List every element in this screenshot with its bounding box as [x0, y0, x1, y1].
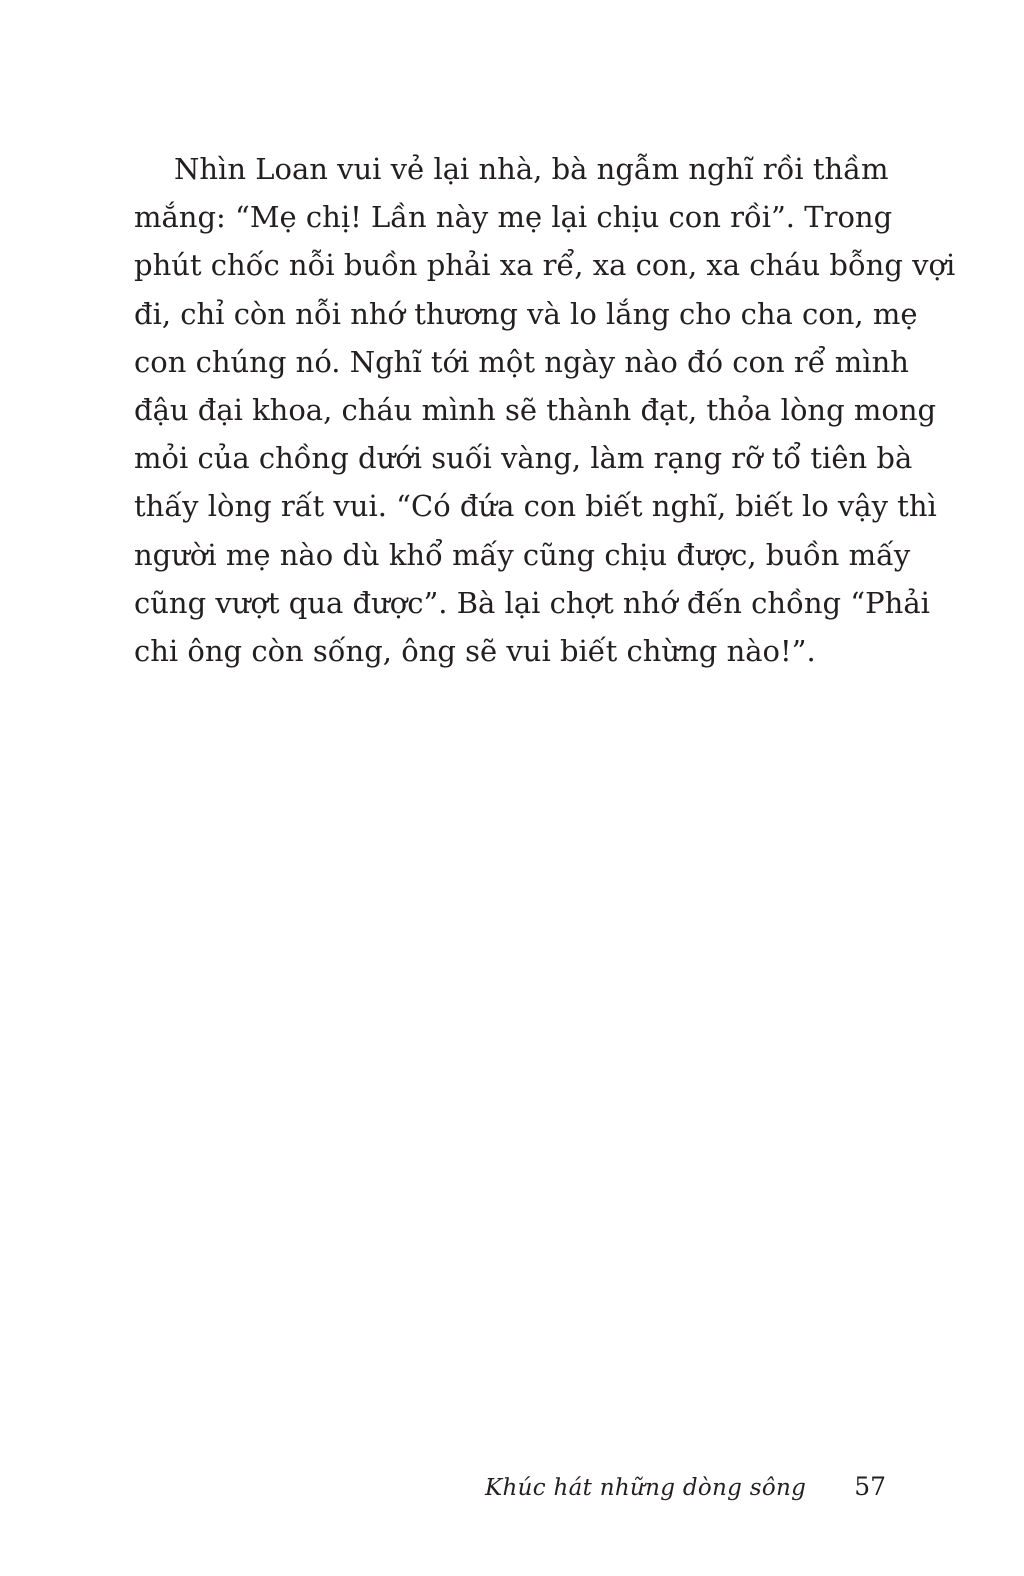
paragraph-line: cũng vượt qua được”. Bà lại chợt nhớ đến chồng “Phải [134, 585, 930, 620]
paragraph-line: thấy lòng rất vui. “Có đứa con biết nghĩ, biết lo vậy thì [134, 489, 937, 524]
paragraph-line: chi ông còn sống, ông sẽ vui biết chừng nào!”. [134, 634, 816, 669]
paragraph-line: người mẹ nào dù khổ mấy cũng chịu được, buồn mấy [134, 537, 911, 572]
paragraph-line: Nhìn Loan vui vẻ lại nhà, bà ngẫm nghĩ rồi thầm [174, 152, 889, 186]
paragraph-line: đi, chỉ còn nỗi nhớ thương và lo lắng cho cha con, mẹ [134, 296, 918, 331]
paragraph-line: đậu đại khoa, cháu mình sẽ thành đạt, thỏa lòng mong [134, 393, 937, 428]
running-footer [485, 1472, 886, 1501]
body-paragraph [134, 145, 956, 675]
paragraph-line: con chúng nó. Nghĩ tới một ngày nào đó con rể mình [134, 344, 909, 379]
paragraph-line: mỏi của chồng dưới suối vàng, làm rạng rỡ tổ tiên bà [134, 441, 913, 476]
paragraph-line: phút chốc nỗi buồn phải xa rể, xa con, xa cháu bỗng vợi [134, 248, 956, 283]
page-number: 57 [854, 1472, 886, 1501]
paragraph-line: mắng: “Mẹ chị! Lần này mẹ lại chịu con rồi”. Trong [134, 200, 893, 235]
book-title: Khúc hát những dòng sông [485, 1475, 807, 1501]
